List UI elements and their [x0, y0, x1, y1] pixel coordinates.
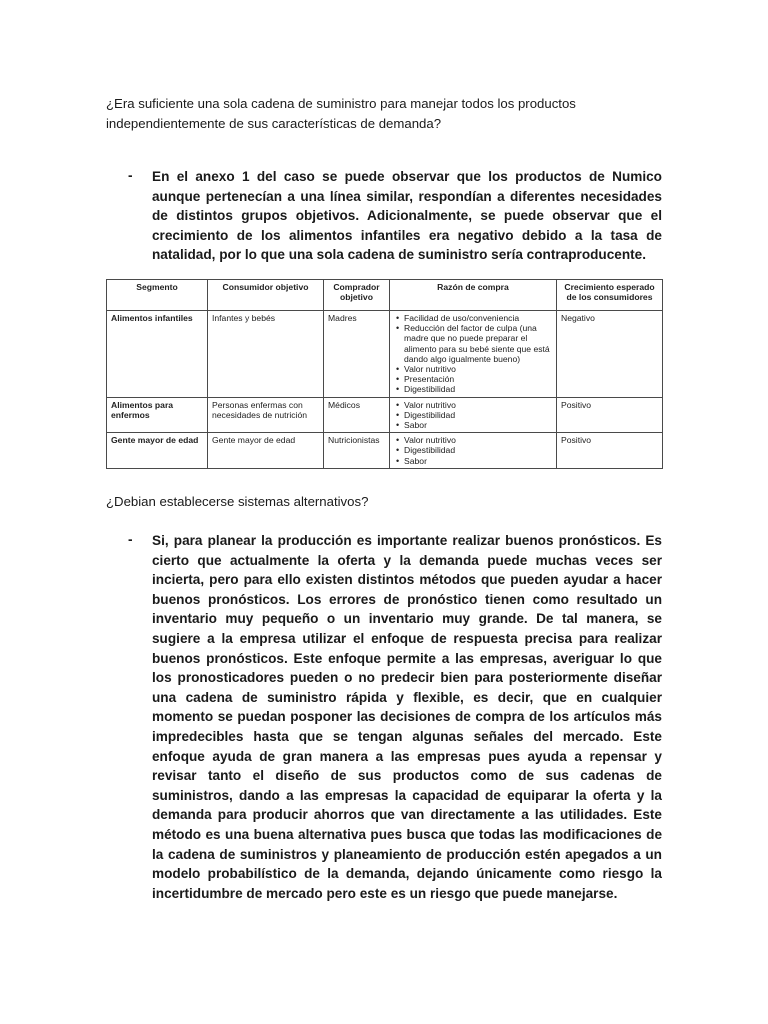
growth-cell: Positivo [557, 397, 663, 433]
consumer-cell: Infantes y bebés [208, 311, 324, 398]
reason-item: • Sabor [404, 420, 552, 430]
table-row [107, 397, 663, 433]
answer-2: Si, para planear la producción es importante realizar buenos pronósticos. Es cierto que actualmente la oferta y la demanda puede muchas veces ser incierta, pero para ello existen distintos métodos que pueden ayudar a hacer buenos pronósticos. Los errores de pronóstico tienen como resultado un inventario muy pequeño o un inventario muy grande. De tal manera, se sugiere a la empresa utilizar el enfoque de respuesta precisa para realizar buenos pronósticos. Este enfoque permite a las empresas, averiguar lo que los pronosticadores pueden o no predecir bien para posteriormente diseñar una cadena de suministro rápida y flexible, es decir, que en cualquier momento se puedan posponer las decisiones de compra de los artículos más impredecibles hasta que se tengan algunas señales del mercado. Este enfoque ayuda de gran manera a las empresas pues ayuda a repensar y revisar tanto el diseño de sus productos como de sus cadenas de suministros, dando a las empresas la capacidad de equiparar la oferta y la demanda para producir ahorros que van directamente a las utilidades. Este método es una buena alternativa pues busca que todas las modificaciones de la cadena de suministros y planeamiento de producción estén apegados a un modelo probabilístico de la demanda, dejando únicamente como riesgo la incertidumbre de mercado pero este es un riesgo que puede manejarse. [152, 533, 662, 901]
table-header: Consumidor objetivo [208, 280, 324, 311]
growth-cell: Positivo [557, 433, 663, 469]
buyer-cell: Médicos [324, 397, 390, 433]
buyer-cell: Nutricionistas [324, 433, 390, 469]
segment-cell: Alimentos para enfermos [107, 397, 208, 433]
table-header: Crecimiento esperado de los consumidores [557, 280, 663, 311]
reason-item: • Facilidad de uso/conveniencia [404, 313, 552, 323]
table-header: Segmento [107, 280, 208, 311]
reason-item: • Digestibilidad [404, 410, 552, 420]
reason-item: • Valor nutritivo [404, 364, 552, 374]
consumer-cell: Personas enfermas con necesidades de nutrición [208, 397, 324, 433]
consumer-cell: Gente mayor de edad [208, 433, 324, 469]
table-header: Comprador objetivo [324, 280, 390, 311]
table-header: Razón de compra [390, 280, 557, 311]
bullet-dash-2: - [128, 532, 133, 547]
question-1: ¿Era suficiente una sola cadena de suministro para manejar todos los productos independientemente de sus características de demanda? [106, 96, 576, 131]
table-row [107, 433, 663, 469]
reason-item: • Reducción del factor de culpa (una madre que no puede preparar el alimento para su bebé siente que está dando algo igualmente bueno) [404, 323, 552, 364]
segment-cell: Alimentos infantiles [107, 311, 208, 398]
reason-item: • Digestibilidad [404, 445, 552, 455]
answer-1: En el anexo 1 del caso se puede observar que los productos de Numico aunque pertenecían a una línea similar, respondían a diferentes necesidades de distintos grupos objetivos. Adicionalmente, se puede observar que el crecimiento de los alimentos infantiles era negativo debido a la tasa de natalidad, por lo que una sola cadena de suministro sería contraproducente. [152, 169, 662, 263]
reason-item: • Digestibilidad [404, 384, 552, 394]
segment-table [106, 279, 663, 469]
reason-item: • Valor nutritivo [404, 435, 552, 445]
reasons-cell [390, 397, 557, 433]
reasons-cell [390, 433, 557, 469]
reason-item: • Sabor [404, 456, 552, 466]
question-2: ¿Debian establecerse sistemas alternativos? [106, 494, 369, 509]
buyer-cell: Madres [324, 311, 390, 398]
table-row [107, 311, 663, 398]
growth-cell: Negativo [557, 311, 663, 398]
segment-cell: Gente mayor de edad [107, 433, 208, 469]
bullet-dash-1: - [128, 168, 133, 183]
reason-item: • Valor nutritivo [404, 400, 552, 410]
table-header-row [107, 280, 663, 311]
reason-item: • Presentación [404, 374, 552, 384]
reasons-cell [390, 311, 557, 398]
